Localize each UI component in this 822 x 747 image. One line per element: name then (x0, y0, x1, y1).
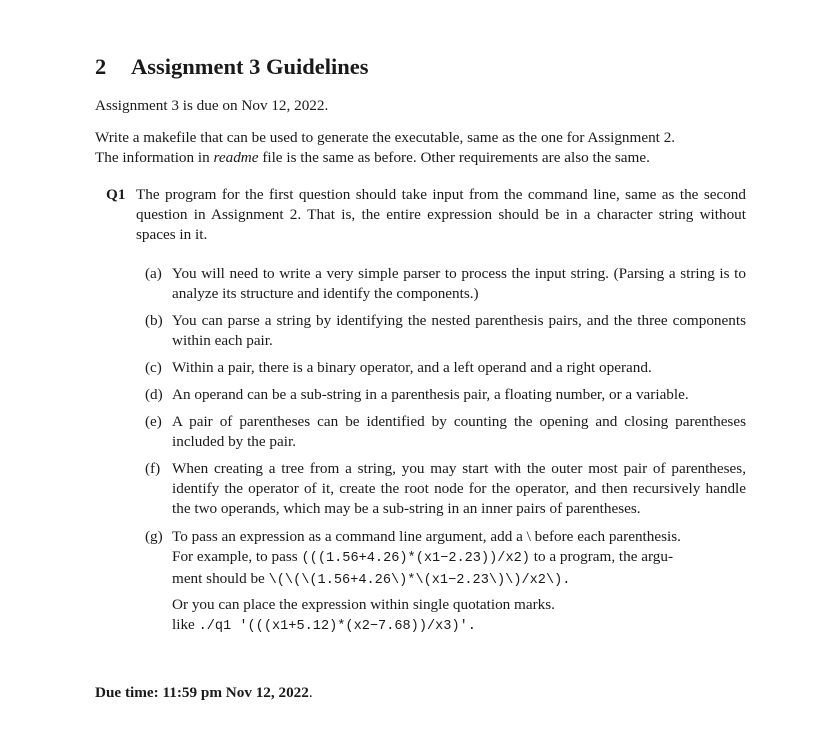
section-number: 2 (95, 54, 107, 79)
item-g-line-2-pre: For example, to pass (172, 548, 302, 565)
makefile-line-2-post: file is the same as before. Other requirements are also the same. (258, 149, 650, 166)
item-b-label: (b) (145, 312, 163, 329)
q1-text: The program for the first question should take input from the command line, same as the second question in Assignment 2. That is, the entire expression should be in a character string without spaces in it. (136, 186, 746, 243)
due-time-period: . (308, 684, 313, 701)
due-time-label: Due time: 11:59 pm Nov 12, 2022 (95, 684, 309, 701)
example-expression-code: (((1.56+4.26)*(x1−2.23))/x2) (301, 551, 530, 566)
q1-label: Q1 (106, 186, 126, 203)
item-b-text: You can parse a string by identifying the nested parenthesis pairs, and the three components within each pair. (172, 312, 746, 349)
section-title: Assignment 3 Guidelines (131, 54, 369, 79)
item-g-line-5-pre: like (172, 616, 199, 633)
item-d-label: (d) (145, 386, 163, 403)
item-d-text: An operand can be a sub-string in a parenthesis pair, a floating number, or a variable. (172, 386, 689, 403)
makefile-line-2-pre: The information in (95, 149, 214, 166)
readme-term: readme (213, 149, 259, 166)
item-g-line-3 (172, 569, 746, 591)
item-c-label: (c) (145, 359, 162, 376)
quoted-command-code: ./q1 '(((x1+5.12)*(x2−7.68))/x3)'. (198, 619, 476, 634)
item-a-label: (a) (145, 265, 162, 282)
makefile-line-1: Write a makefile that can be used to generate the executable, same as the one for Assignment 2. (95, 129, 676, 146)
item-c-text: Within a pair, there is a binary operator, and a left operand and a right operand. (172, 359, 652, 376)
item-f-label: (f) (145, 460, 161, 477)
item-g-line-2-post: to a program, the argu- (529, 548, 674, 565)
item-g-line-1: To pass an expression as a command line argument, add a \ before each parenthesis. (172, 528, 681, 545)
item-f-text: When creating a tree from a string, you may start with the outer most pair of parentheses, identify the operator of it, create the root node for the operator, and then recursively handle the two operands, which may be a sub-string in an inner pairs of parentheses. (172, 460, 746, 517)
item-a-text: You will need to write a very simple parser to process the input string. (Parsing a string is to analyze its structure and identify the components.) (172, 265, 746, 302)
item-g-line-4: Or you can place the expression within single quotation marks. (172, 596, 555, 613)
item-e-label: (e) (145, 413, 162, 430)
item-g-text (172, 527, 746, 637)
due-intro-paragraph: Assignment 3 is due on Nov 12, 2022. (95, 97, 329, 114)
item-e-text: A pair of parentheses can be identified by counting the opening and closing parentheses included by the pair. (172, 413, 746, 450)
item-g-label: (g) (145, 528, 163, 545)
section-heading (95, 53, 369, 81)
makefile-paragraph (95, 128, 735, 168)
escaped-expression-code: \(\(\(1.56+4.26\)*\(x1−2.23\)\)/x2\). (268, 573, 571, 588)
due-time (95, 683, 313, 703)
item-g-line-5 (172, 615, 746, 637)
item-g-line-3-pre: ment should be (172, 570, 269, 587)
makefile-line-2 (95, 148, 735, 168)
item-g-line-2 (172, 547, 746, 569)
